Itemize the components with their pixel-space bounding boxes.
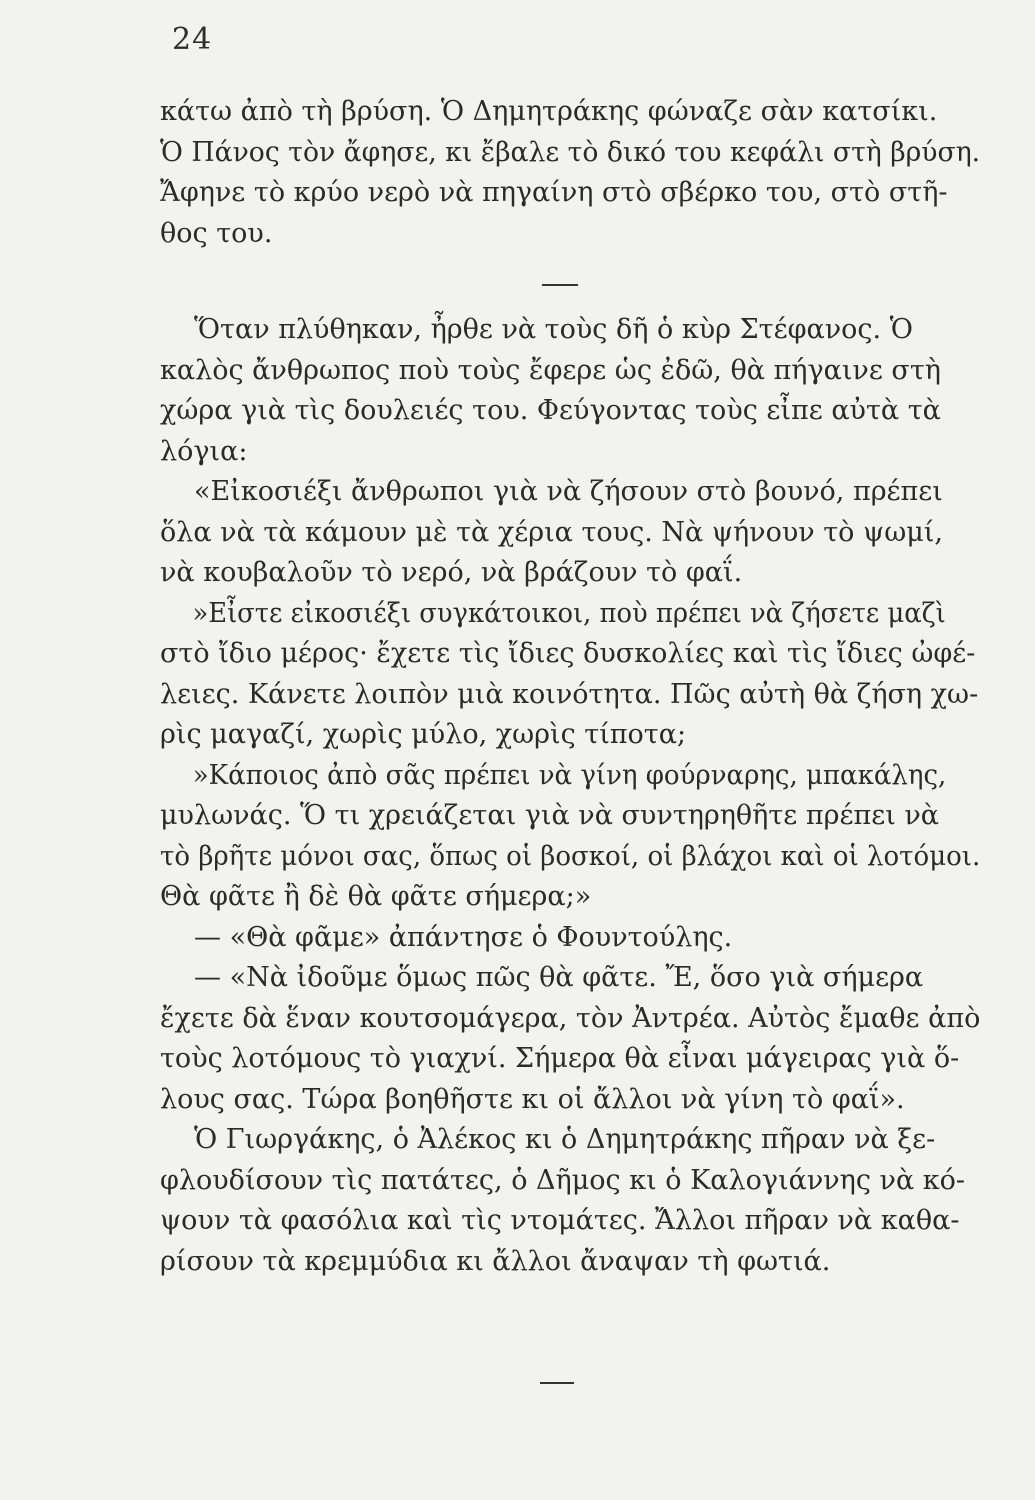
text-line: ψουν τὰ φασόλια καὶ τὶς ντομάτες. Ἄλλοι πῆραν νὰ καθα-: [160, 1205, 960, 1236]
text-line: Ὁ Πάνος τὸν ἄφησε, κι ἔβαλε τὸ δικό του κεφάλι στὴ βρύση.: [160, 136, 981, 168]
text-line: »Κάποιος ἀπὸ σᾶς πρέπει νὰ γίνη φούρναρης, μπακάλης,: [192, 759, 947, 791]
paragraph-4: [160, 594, 980, 756]
paragraph-6: [160, 918, 980, 959]
text-line: λειες. Κάνετε λοιπὸν μιὰ κοινότητα. Πῶς αὐτὴ θὰ ζήση χω-: [160, 678, 979, 710]
paragraph-1: [160, 92, 980, 254]
text-line: Ὁ Γιωργάκης, ὁ Ἀλέκος κι ὁ Δημητράκης πῆραν νὰ ξε-: [194, 1124, 936, 1155]
paragraph-7: [160, 958, 980, 1120]
text-line: ἔχετε δὰ ἕναν κουτσομάγερα, τὸν Ἀντρέα. Αὐτὸς ἔμαθε ἀπὸ: [160, 1002, 981, 1034]
text-line: μυλωνάς. Ὅ τι χρειάζεται γιὰ νὰ συντηρηθῆτε πρέπει νὰ: [160, 800, 940, 831]
text-line: λους σας. Τώρα βοηθῆστε κι οἱ ἄλλοι νὰ γίνη τὸ φαΐ».: [160, 1083, 905, 1115]
text-line: τὸ βρῆτε μόνοι σας, ὅπως οἱ βοσκοί, οἱ βλάχοι καὶ οἱ λοτόμοι.: [160, 840, 981, 872]
text-line: «Εἰκοσιέξι ἄνθρωποι γιὰ νὰ ζήσουν στὸ βουνό, πρέπει: [194, 476, 943, 507]
text-line: Ἄφηνε τὸ κρύο νερὸ νὰ πηγαίνη στὸ σβέρκο του, στὸ στῆ-: [160, 177, 948, 208]
text-line: θος του.: [160, 217, 273, 249]
section-separator: [540, 1382, 574, 1384]
paragraph-5: [160, 756, 980, 918]
text-line: — «Νὰ ἰδοῦμε ὅμως πῶς θὰ φᾶτε. Ἔ, ὅσο γιὰ σήμερα: [194, 962, 924, 993]
text-line: νὰ κουβαλοῦν τὸ νερό, νὰ βράζουν τὸ φαΐ.: [160, 557, 743, 588]
text-line: φλουδίσουν τὶς πατάτες, ὁ Δῆμος κι ὁ Καλογιάννης νὰ κό-: [160, 1164, 966, 1196]
text-line: »Εἶστε εἰκοσιέξι συγκάτοικοι, ποὺ πρέπει νὰ ζήσετε μαζὶ: [192, 597, 946, 629]
text-line: χώρα γιὰ τὶς δουλειές του. Φεύγοντας τοὺς εἶπε αὐτὰ τὰ: [160, 395, 941, 426]
section-separator: [542, 284, 578, 286]
body-text: [160, 92, 980, 1282]
page-number: 24: [172, 22, 213, 57]
text-line: καλὸς ἄνθρωπος ποὺ τοὺς ἔφερε ὡς ἐδῶ, θὰ πήγαινε στὴ: [160, 354, 941, 386]
text-line: τοὺς λοτόμους τὸ γιαχνί. Σήμερα θὰ εἶναι μάγειρας γιὰ ὅ-: [160, 1043, 960, 1074]
text-line: Ὅταν πλύθηκαν, ἦρθε νὰ τοὺς δῆ ὁ κὺρ Στέφανος. Ὁ: [194, 314, 913, 345]
paragraph-3: [160, 472, 980, 594]
text-line: λόγια:: [160, 435, 248, 467]
paragraph-8: [160, 1120, 980, 1282]
text-line: ὅλα νὰ τὰ κάμουν μὲ τὰ χέρια τους. Νὰ ψήνουν τὸ ψωμί,: [160, 516, 943, 548]
text-line: — «Θὰ φᾶμε» ἀπάντησε ὁ Φουντούλης.: [194, 921, 733, 953]
text-line: ρὶς μαγαζί, χωρὶς μύλο, χωρὶς τίποτα;: [160, 719, 687, 750]
text-line: στὸ ἴδιο μέρος· ἔχετε τὶς ἴδιες δυσκολίες καὶ τὶς ἴδιες ὠφέ-: [160, 638, 976, 669]
text-line: κάτω ἀπὸ τὴ βρύση. Ὁ Δημητράκης φώναζε σὰν κατσίκι.: [160, 96, 938, 127]
paragraph-2: [160, 310, 980, 472]
text-line: Θὰ φᾶτε ἢ δὲ θὰ φᾶτε σήμερα;»: [160, 881, 592, 912]
text-line: ρίσουν τὰ κρεμμύδια κι ἄλλοι ἄναψαν τὴ φωτιά.: [160, 1245, 831, 1277]
